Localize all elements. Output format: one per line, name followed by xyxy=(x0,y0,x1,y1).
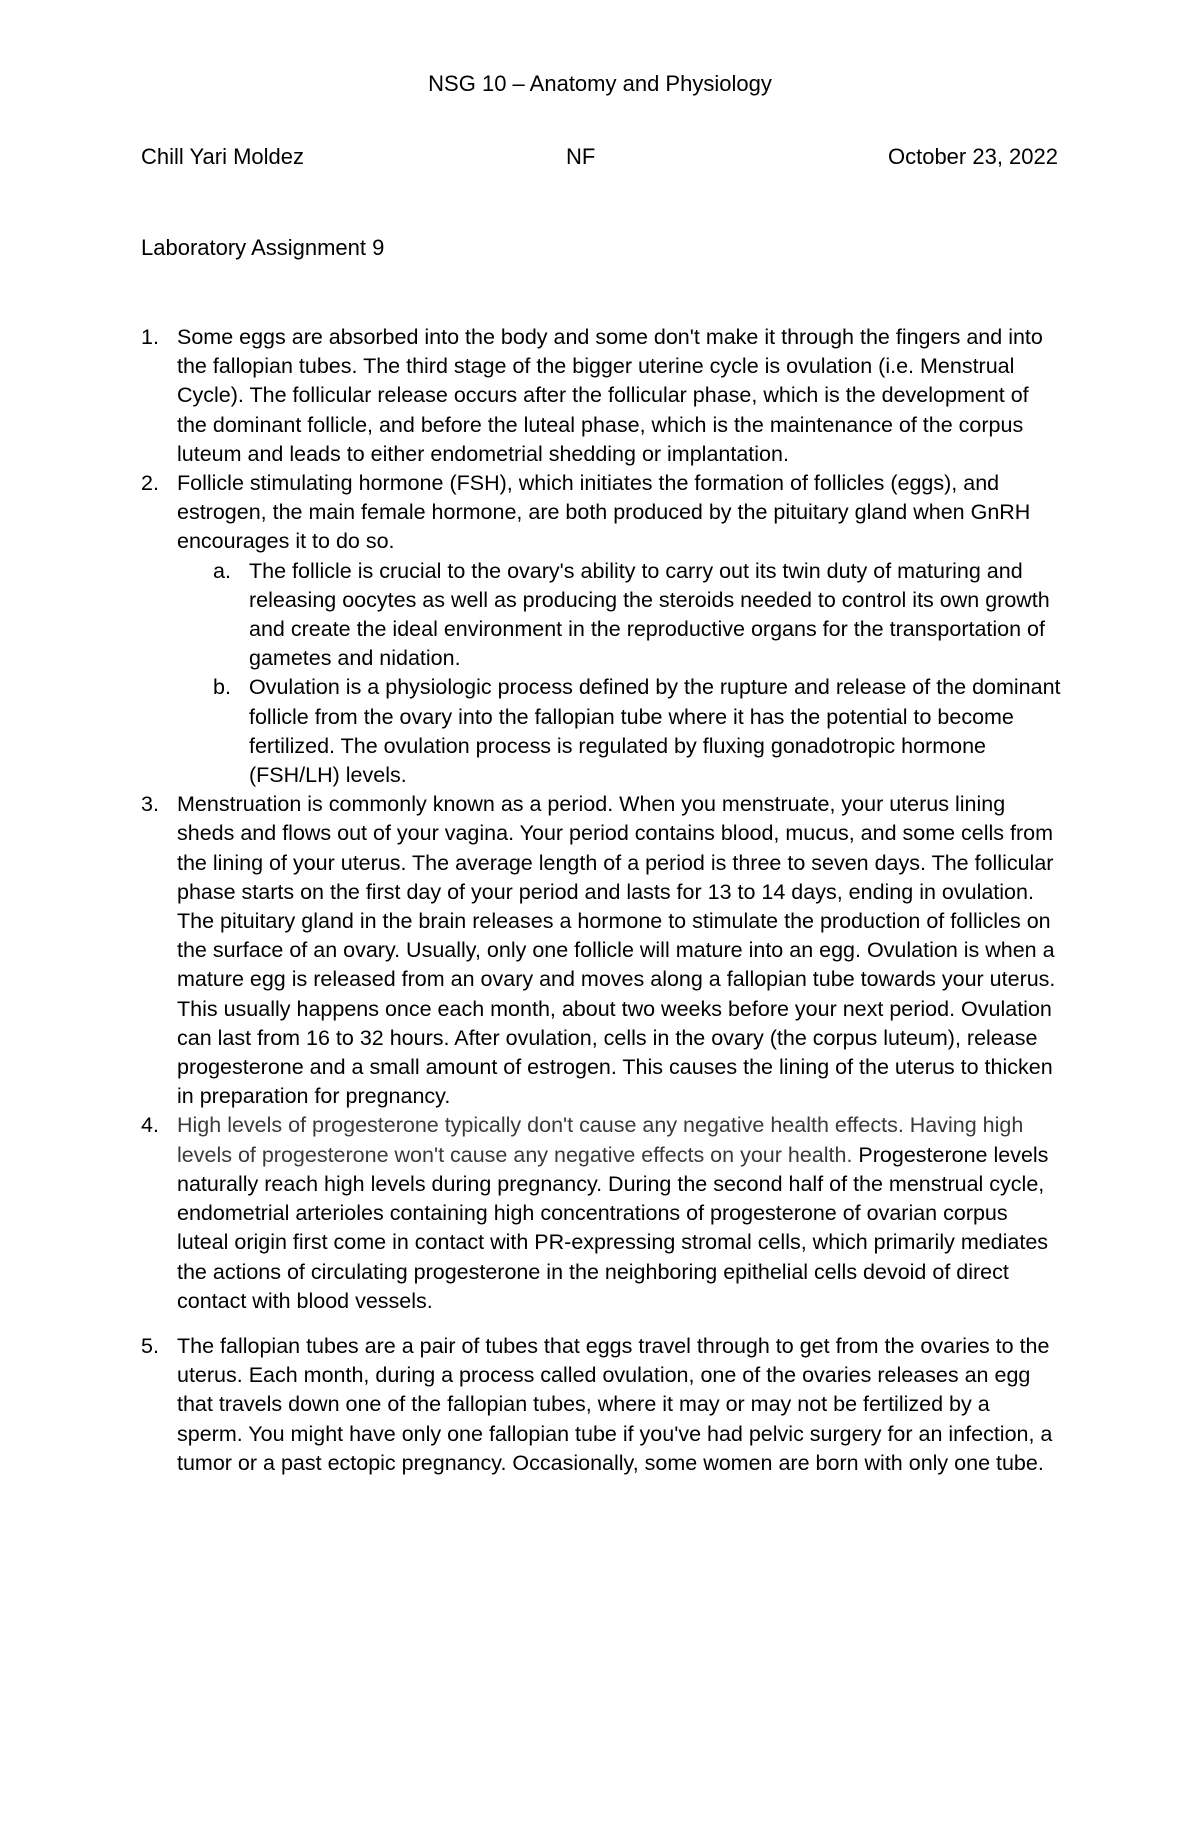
sub-answer-list xyxy=(177,557,1061,791)
answer-5 xyxy=(141,1332,1061,1478)
section-code: NF xyxy=(566,144,596,169)
sub-answer-b xyxy=(177,673,1061,790)
course-title: NSG 10 – Anatomy and Physiology xyxy=(428,71,772,96)
answer-text: The fallopian tubes are a pair of tubes that eggs travel through to get from the ovaries to the uterus. Each month, during a process called ovulation, one of the ovaries releases an egg that travels down one of the fallopian tubes, where it may or may not be fertilized by a sperm. You might have only one fallopian tube if you've had pelvic surgery for an infection, a tumor or a past ectopic pregnancy. Occasionally, some women are born with only one tube. xyxy=(177,1333,1053,1475)
student-name: Chill Yari Moldez xyxy=(141,144,305,169)
answer-number: 1. xyxy=(141,325,159,349)
answer-2 xyxy=(141,469,1061,790)
sub-answer-letter: b. xyxy=(213,675,231,700)
answer-list xyxy=(141,323,1061,1478)
assignment-title: Laboratory Assignment 9 xyxy=(141,235,385,260)
date: October 23, 2022 xyxy=(887,144,1058,169)
header-row xyxy=(141,143,1058,173)
answer-3 xyxy=(141,790,1061,1111)
answer-1 xyxy=(141,323,1061,469)
sub-answer-text: The follicle is crucial to the ovary's ability to carry out its twin duty of maturing and releasing oocytes as well as producing the steroids needed to control its own growth and create the ideal environment in the reproductive organs for the transportation of gametes and nidation. xyxy=(249,558,1050,671)
answer-text: Progesterone levels naturally reach high levels during pregnancy. During the second half of the menstrual cycle, endometrial arterioles containing high concentrations of progesterone of ovarian corpus luteal origin first come in contact with PR-expressing stromal cells, which primarily mediates the actions of circulating progesterone in the neighboring epithelial cells devoid of direct contact with blood vessels. xyxy=(177,1142,1049,1313)
answer-number: 5. xyxy=(141,1333,159,1358)
sub-answer-letter: a. xyxy=(213,558,231,583)
answer-text-light: High levels of progesterone typically don't cause any negative health effects. Having high levels of progesterone won't cause any negative effects on your health. xyxy=(177,1113,1024,1167)
answer-number: 4. xyxy=(141,1113,159,1138)
answer-text: Menstruation is commonly known as a period. When you menstruate, your uterus lining sheds and flows out of your vagina. Your period contains blood, mucus, and some cells from the lining of your uterus. The average length of a period is three to seven days. The follicular phase starts on the first day of your period and lasts for 13 to 14 days, ending in ovulation. The pituitary gland in the brain releases a hormone to stimulate the production of follicles on the surface of an ovary. Usually, only one follicle will mature into an egg. Ovulation is when a mature egg is released from an ovary and moves along a fallopian tube towards your uterus. This usually happens once each month, about two weeks before your next period. Ovulation can last from 16 to 32 hours. After ovulation, cells in the ovary (the corpus luteum), release progesterone and a small amount of estrogen. This causes the lining of the uterus to thicken in preparation for pregnancy. xyxy=(177,792,1056,1109)
sub-answer-text: Ovulation is a physiologic process defined by the rupture and release of the dominant follicle from the ovary into the fallopian tube where it has the potential to become fertilized. The ovulation process is regulated by fluxing gonadotropic hormone (FSH/LH) levels. xyxy=(249,675,1061,788)
answer-number: 3. xyxy=(141,792,159,817)
answer-text: Some eggs are absorbed into the body and some don't make it through the fingers and into the fallopian tubes. The third stage of the bigger uterine cycle is ovulation (i.e. Menstrual Cycle). The follicular release occurs after the follicular phase, which is the development of the dominant follicle, and before the luteal phase, which is the maintenance of the corpus luteum and leads to either endometrial shedding or implantation. xyxy=(177,325,1043,466)
answer-number: 2. xyxy=(141,471,159,496)
sub-answer-a xyxy=(177,557,1061,674)
answer-4 xyxy=(141,1111,1061,1315)
answer-text: Follicle stimulating hormone (FSH), which initiates the formation of follicles (eggs), and estrogen, the main female hormone, are both produced by the pituitary gland when GnRH encourages it to do so. xyxy=(177,471,1031,554)
